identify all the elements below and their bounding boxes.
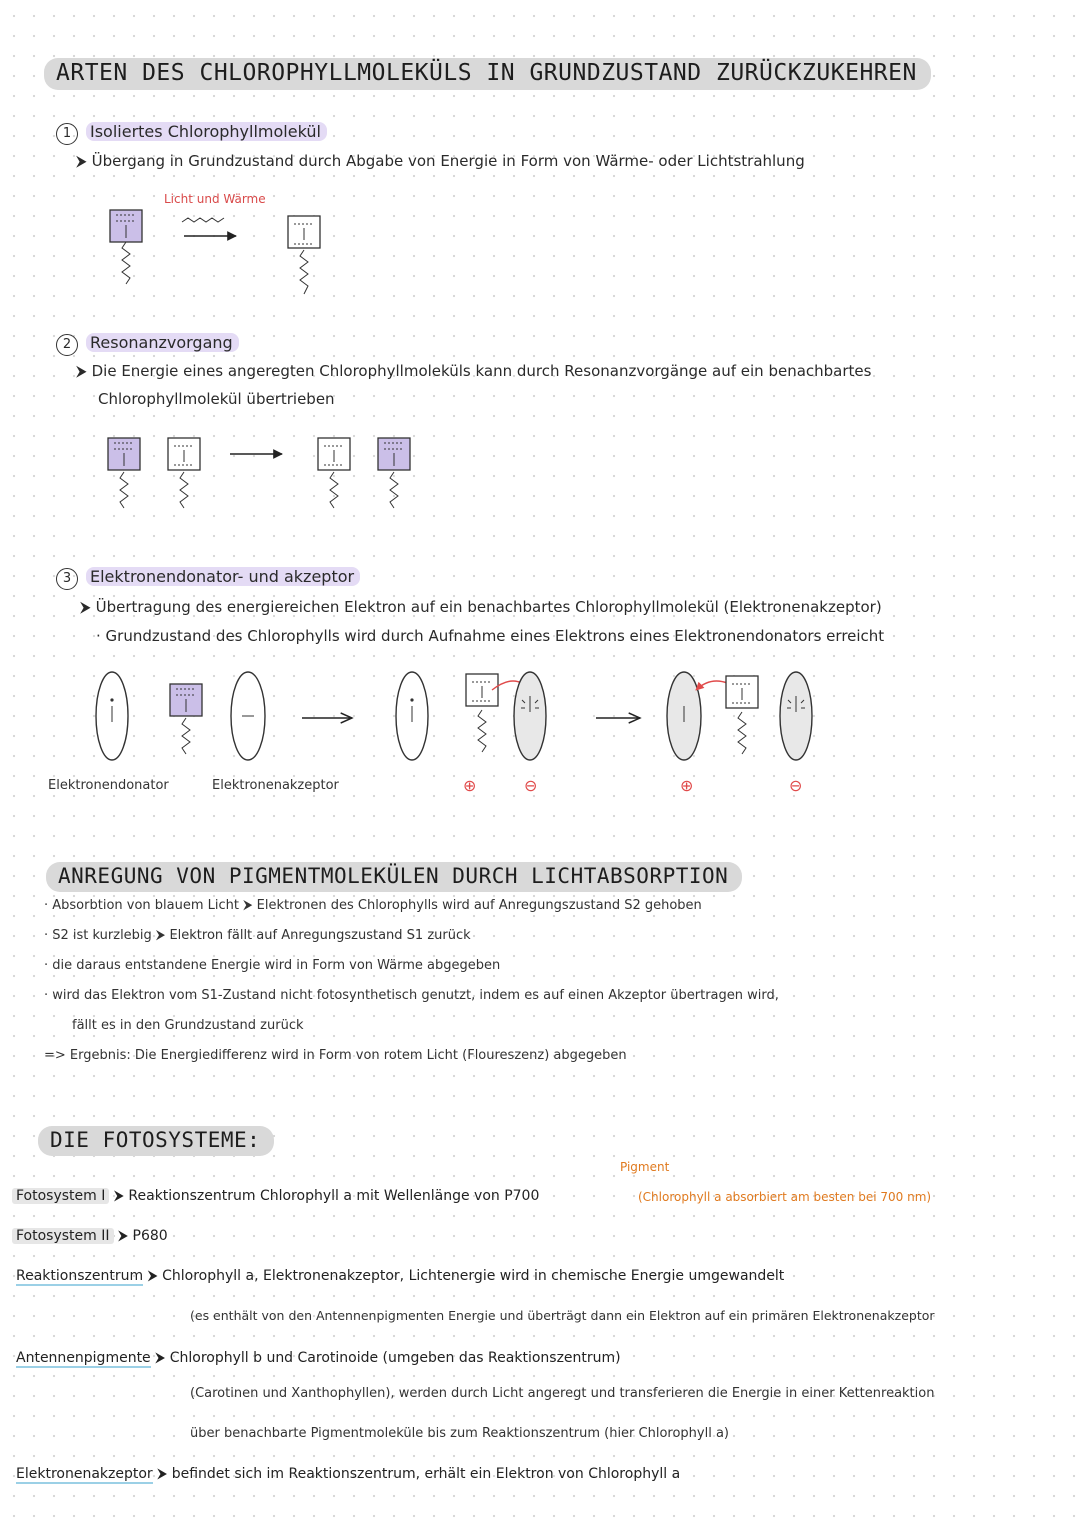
excited-molecule-3a [170, 684, 202, 754]
result-line: => Ergebnis: Die Energiedifferenz wird in Form von rotem Licht (Floureszenz) abgegeben [44, 1048, 627, 1063]
antenna-pigments-text-3: über benachbarte Pigmentmoleküle bis zum Reaktionszentrum (hier Chlorophyll a) [190, 1426, 730, 1441]
minus-sign-2: ⊖ [789, 776, 803, 795]
bullet-2: · S2 ist kurzlebig ⮞ Elektron fällt auf Anregungszustand S1 zurück [44, 928, 471, 943]
heading-pigment-excitation: ANREGUNG VON PIGMENTMOLEKÜLEN DURCH LICHTABSORPTION [46, 862, 742, 892]
excited-molecule-1 [110, 210, 142, 284]
section1-title-text: Isoliertes Chlorophyllmolekül [86, 122, 327, 141]
section1-description: ⮞ Übergang in Grundzustand durch Abgabe von Energie in Form von Wärme- oder Lichtstrahlung [76, 152, 805, 170]
minus-sign-1: ⊖ [524, 776, 538, 795]
excited-molecule-2d [378, 438, 410, 508]
reaction-center-text: ⮞ Chlorophyll a, Elektronenakzeptor, Lichtenergie wird in chemische Energie umgewandelt [147, 1268, 785, 1284]
antenna-pigments-text-2: (Carotinen und Xanthophyllen), werden durch Licht angeregt und transferieren die Energie in einer Kettenreaktion [190, 1386, 935, 1401]
number-circle-2: 2 [56, 334, 78, 356]
reaction-center-row [16, 1268, 784, 1284]
donor-ellipse-3 [667, 672, 701, 760]
heading-photosystems: DIE FOTOSYSTEME: [38, 1126, 274, 1156]
number-circle-1: 1 [56, 123, 78, 145]
excited-molecule-2a [108, 438, 140, 508]
plus-sign-1: ⊕ [463, 776, 477, 795]
section3-description-1: ⮞ Übertragung des energiereichen Elektron auf ein benachbartes Chlorophyllmolekül (Elektronenakzeptor) [80, 598, 882, 616]
section2-description-2: Chlorophyllmolekül übertrieben [98, 390, 335, 408]
antenna-pigments-text: ⮞ Chlorophyll b und Carotinoide (umgeben das Reaktionszentrum) [155, 1350, 621, 1366]
antenna-pigments-row [16, 1350, 621, 1366]
heading-chlorophyll-return: ARTEN DES CHLOROPHYLLMOLEKÜLS IN GRUNDZUSTAND ZURÜCKZUKEHREN [44, 58, 931, 90]
photosystem-2-term: Fotosystem II [12, 1228, 114, 1244]
plus-sign-2: ⊕ [680, 776, 694, 795]
ground-molecule-2b [168, 438, 200, 508]
electron-acceptor-row [16, 1466, 680, 1482]
photosystem-1-term: Fotosystem I [12, 1188, 109, 1204]
donor-ellipse-1 [96, 672, 128, 760]
heat-light-arrows [182, 218, 236, 236]
photosystem-2-text: ⮞ P680 [117, 1228, 168, 1244]
donor-ellipse-2 [396, 672, 428, 760]
ground-molecule-3b [466, 674, 498, 752]
label-electron-donor: Elektronendonator [48, 778, 169, 793]
photosystem-1-text: ⮞ Reaktionszentrum Chlorophyll a mit Wellenlänge von P700 [113, 1188, 540, 1204]
acceptor-ellipse-1 [231, 672, 265, 760]
section2-description-1: ⮞ Die Energie eines angeregten Chlorophyllmoleküls kann durch Resonanzvorgänge auf ein benachbartes [76, 362, 872, 380]
section3-description-2: · Grundzustand des Chlorophylls wird durch Aufnahme eines Elektrons eines Elektronendonators erreicht [96, 627, 885, 645]
acceptor-ellipse-2 [514, 672, 546, 760]
section1-arrow-label: Licht und Wärme [164, 192, 266, 206]
section2-title-text: Resonanzvorgang [86, 333, 239, 352]
bullet-4-continued: fällt es in den Grundzustand zurück [72, 1018, 304, 1033]
electron-acceptor-text: ⮞ befindet sich im Reaktionszentrum, erhält ein Elektron von Chlorophyll a [157, 1466, 681, 1482]
electron-acceptor-term: Elektronenakzeptor [16, 1466, 153, 1482]
reaction-center-term: Reaktionszentrum [16, 1268, 144, 1284]
bullet-3: · die daraus entstandene Energie wird in Form von Wärme abgegeben [44, 958, 501, 973]
reaction-center-text-2: (es enthält von den Antennenpigmenten Energie und überträgt dann ein Elektron auf ein primären Elektronenakzeptor [190, 1308, 935, 1323]
photosystem-2-row [12, 1228, 168, 1244]
pigment-note: Pigment [620, 1160, 670, 1174]
photosystem-1-row [12, 1188, 539, 1204]
ground-molecule-2c [318, 438, 350, 508]
bullet-1: · Absorbtion von blauem Licht ⮞ Elektronen des Chlorophylls wird auf Anregungszustand S2 gehoben [44, 898, 702, 913]
number-circle-3: 3 [56, 568, 78, 590]
bullet-4: · wird das Elektron vom S1-Zustand nicht fotosynthetisch genutzt, indem es auf einen Akzeptor übertragen wird, [44, 988, 779, 1003]
antenna-pigments-term: Antennenpigmente [16, 1350, 151, 1366]
acceptor-ellipse-3 [780, 672, 812, 760]
photosystem-1-note: (Chlorophyll a absorbiert am besten bei 700 nm) [638, 1190, 932, 1204]
section3-title-text: Elektronendonator- und akzeptor [86, 567, 360, 586]
ground-molecule-3c [726, 676, 758, 754]
label-electron-acceptor: Elektronenakzeptor [212, 778, 339, 793]
ground-molecule-1 [288, 216, 320, 294]
